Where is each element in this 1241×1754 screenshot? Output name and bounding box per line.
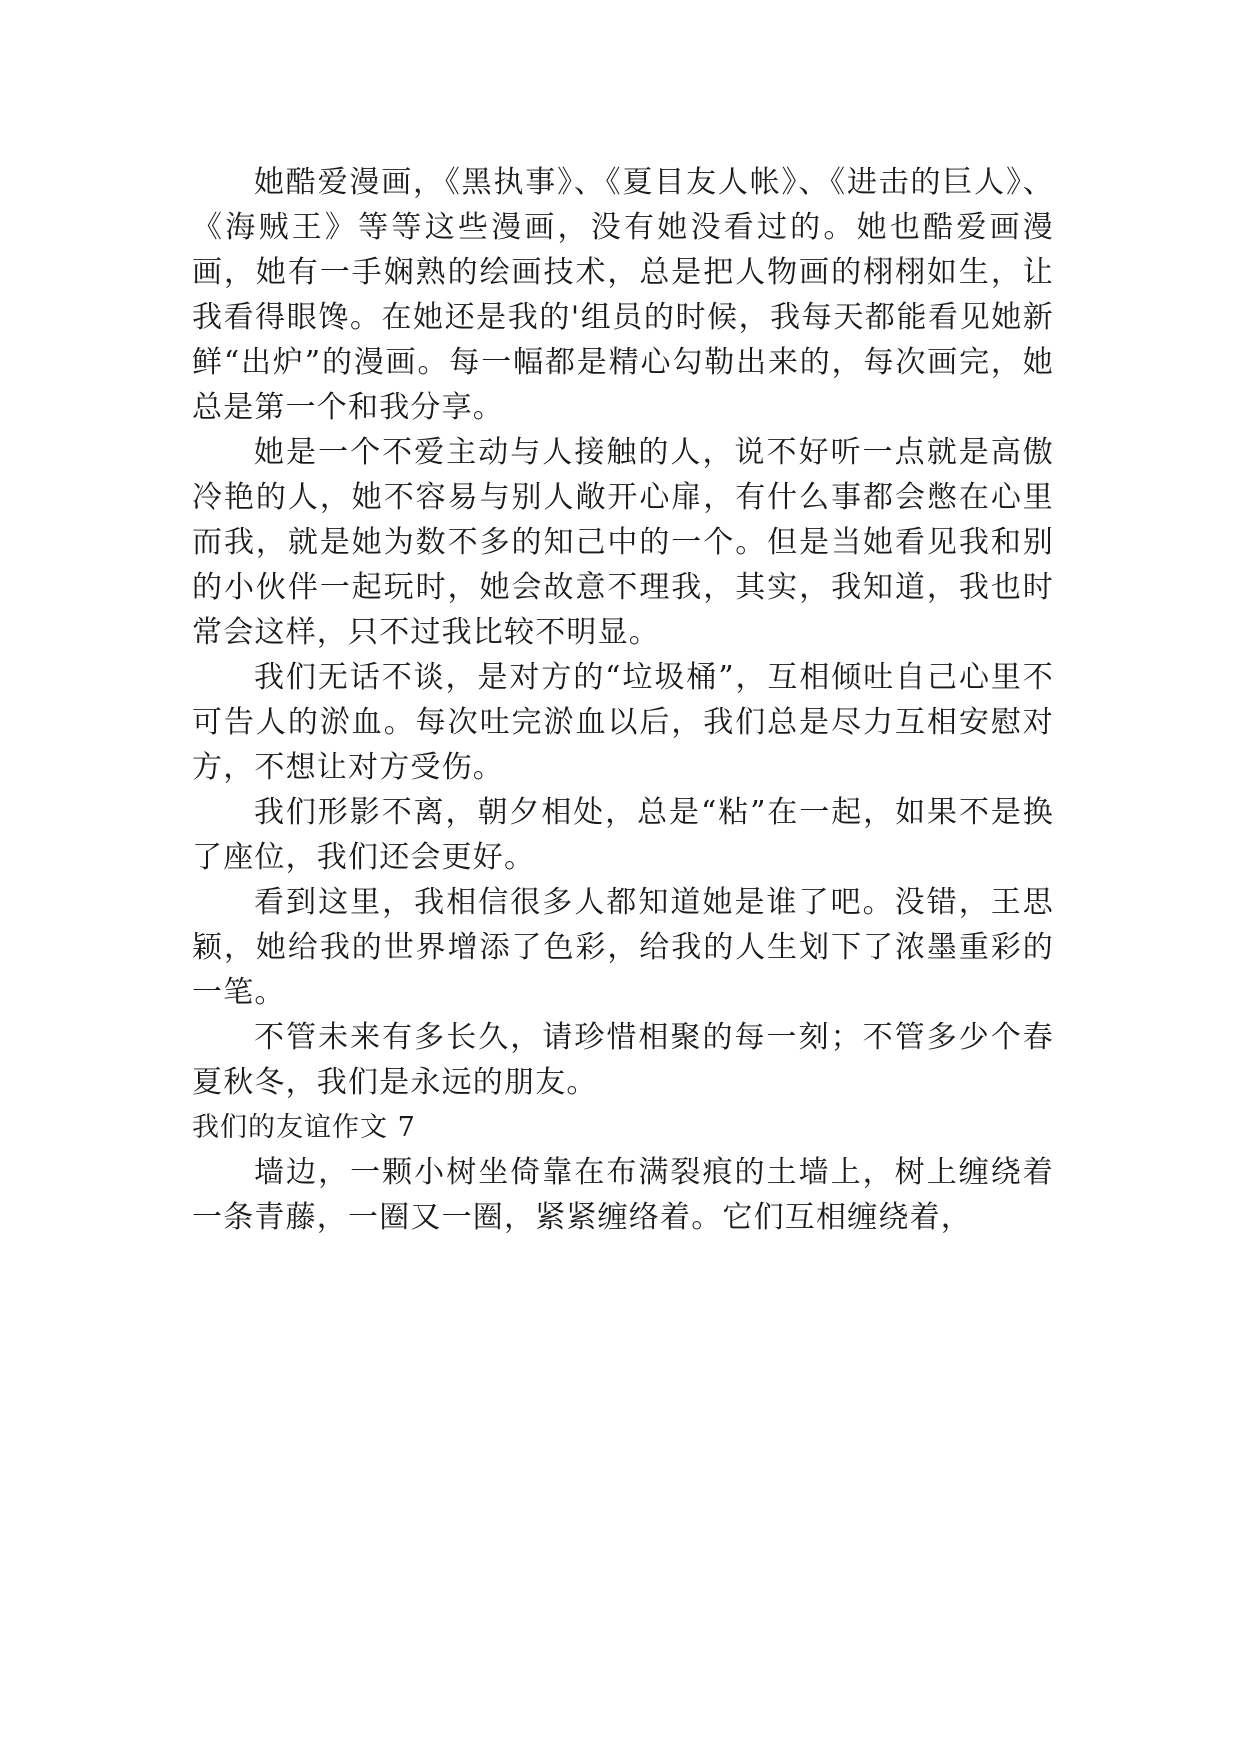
paragraph-confidant: 我们无话不谈，是对方的“垃圾桶”，互相倾吐自己心里不可告人的淤血。每次吐完淤血以后，我们总是尽力互相安慰对方，不想让对方受伤。 xyxy=(192,660,1054,785)
paragraph-closing: 不管未来有多长久，请珍惜相聚的每一刻；不管多少个春夏秋冬，我们是永远的朋友。 xyxy=(192,1020,1054,1100)
section-title: 我们的友谊作文 7 xyxy=(192,1112,416,1143)
paragraph-inseparable: 我们形影不离，朝夕相处，总是“粘”在一起，如果不是换了座位，我们还会更好。 xyxy=(192,795,1054,875)
paragraph-personality: 她是一个不爱主动与人接触的人，说不好听一点就是高傲冷艳的人，她不容易与别人敞开心扉，有什么事都会憋在心里而我，就是她为数不多的知己中的一个。但是当她看见我和别的小伙伴一起玩时，她会故意不理我，其实，我知道，我也时常会这样，只不过我比较不明显。 xyxy=(192,435,1054,650)
paragraph-wall-tree: 墙边，一颗小树坐倚靠在布满裂痕的土墙上，树上缠绕着一条青藤，一圈又一圈，紧紧缠络着。它们互相缠绕着， xyxy=(192,1155,1054,1235)
document-page xyxy=(192,160,1054,1240)
paragraph-manga: 她酷爱漫画，《黑执事》、《夏目友人帐》、《进击的巨人》、《海贼王》等等这些漫画，没有她没看过的。她也酷爱画漫画，她有一手娴熟的绘画技术，总是把人物画的栩栩如生，让我看得眼馋。在她还是我的'组员的时候，我每天都能看见她新鲜“出炉”的漫画。每一幅都是精心勾勒出来的，每次画完，她总是第一个和我分享。 xyxy=(192,165,1054,425)
paragraph-reveal: 看到这里，我相信很多人都知道她是谁了吧。没错，王思颖，她给我的世界增添了色彩，给我的人生划下了浓墨重彩的一笔。 xyxy=(192,885,1054,1010)
